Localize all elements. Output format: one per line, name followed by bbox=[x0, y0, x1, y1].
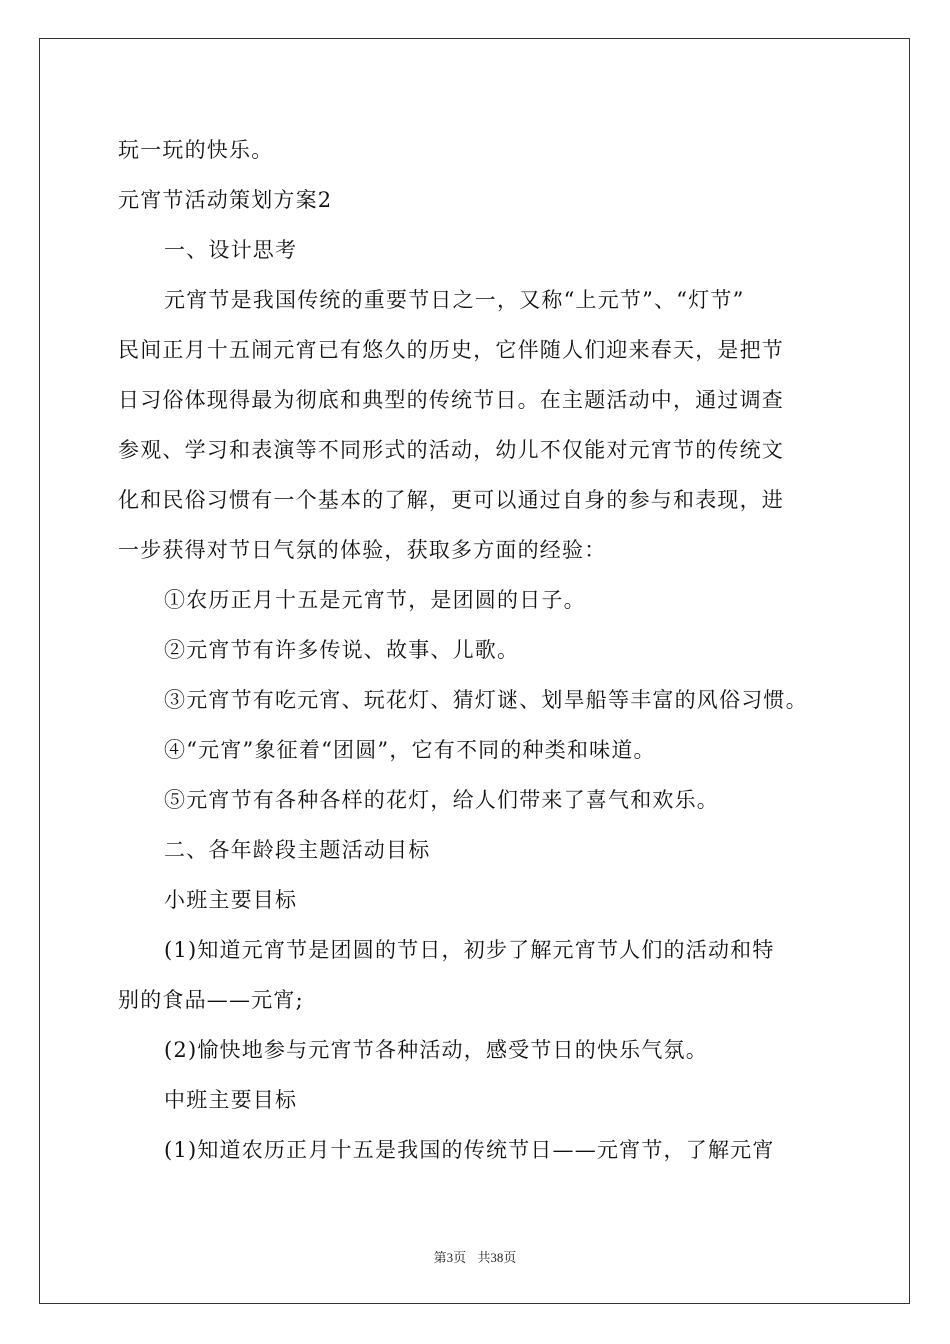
page-total: 共38页 bbox=[477, 1250, 517, 1265]
list-item: ④“元宵”象征着“团圆”，它有不同的种类和味道。 bbox=[164, 738, 656, 762]
list-item: ②元宵节有许多传说、故事、儿歌。 bbox=[164, 638, 520, 662]
heading-goals: 二、各年龄段主题活动目标 bbox=[164, 838, 431, 862]
paragraph-line: 一步获得对节日气氛的体验，获取多方面的经验： bbox=[118, 538, 607, 562]
page-footer bbox=[0, 1247, 950, 1266]
list-item: ①农历正月十五是元宵节，是团圆的日子。 bbox=[164, 588, 586, 612]
section-title: 元宵节活动策划方案2 bbox=[118, 188, 333, 212]
subheading-small-class: 小班主要目标 bbox=[164, 888, 298, 912]
paragraph-line: 别的食品——元宵; bbox=[118, 988, 304, 1012]
paragraph-line: (2)愉快地参与元宵节各种活动，感受节日的快乐气氛。 bbox=[164, 1038, 708, 1062]
paragraph-line: (1)知道元宵节是团圆的节日，初步了解元宵节人们的活动和特 bbox=[164, 938, 775, 962]
paragraph-line: 参观、学习和表演等不同形式的活动，幼儿不仅能对元宵节的传统文 bbox=[118, 438, 784, 462]
page-number: 第3页 bbox=[433, 1250, 467, 1265]
heading-design-thinking: 一、设计思考 bbox=[164, 238, 298, 262]
subheading-middle-class: 中班主要目标 bbox=[164, 1088, 298, 1112]
list-item: ③元宵节有吃元宵、玩花灯、猜灯谜、划旱船等丰富的风俗习惯。 bbox=[164, 688, 808, 712]
paragraph-line: 化和民俗习惯有一个基本的了解，更可以通过自身的参与和表现，进 bbox=[118, 488, 784, 512]
paragraph-line: (1)知道农历正月十五是我国的传统节日——元宵节，了解元宵 bbox=[164, 1138, 775, 1162]
paragraph-line: 民间正月十五闹元宵已有悠久的历史，它伴随人们迎来春天，是把节 bbox=[118, 338, 784, 362]
paragraph-line: 玩一玩的快乐。 bbox=[118, 138, 274, 162]
paragraph-line: 日习俗体现得最为彻底和典型的传统节日。在主题活动中，通过调查 bbox=[118, 388, 784, 412]
list-item: ⑤元宵节有各种各样的花灯，给人们带来了喜气和欢乐。 bbox=[164, 788, 719, 812]
paragraph-line: 元宵节是我国传统的重要节日之一，又称“上元节”、“灯节” bbox=[164, 288, 745, 312]
